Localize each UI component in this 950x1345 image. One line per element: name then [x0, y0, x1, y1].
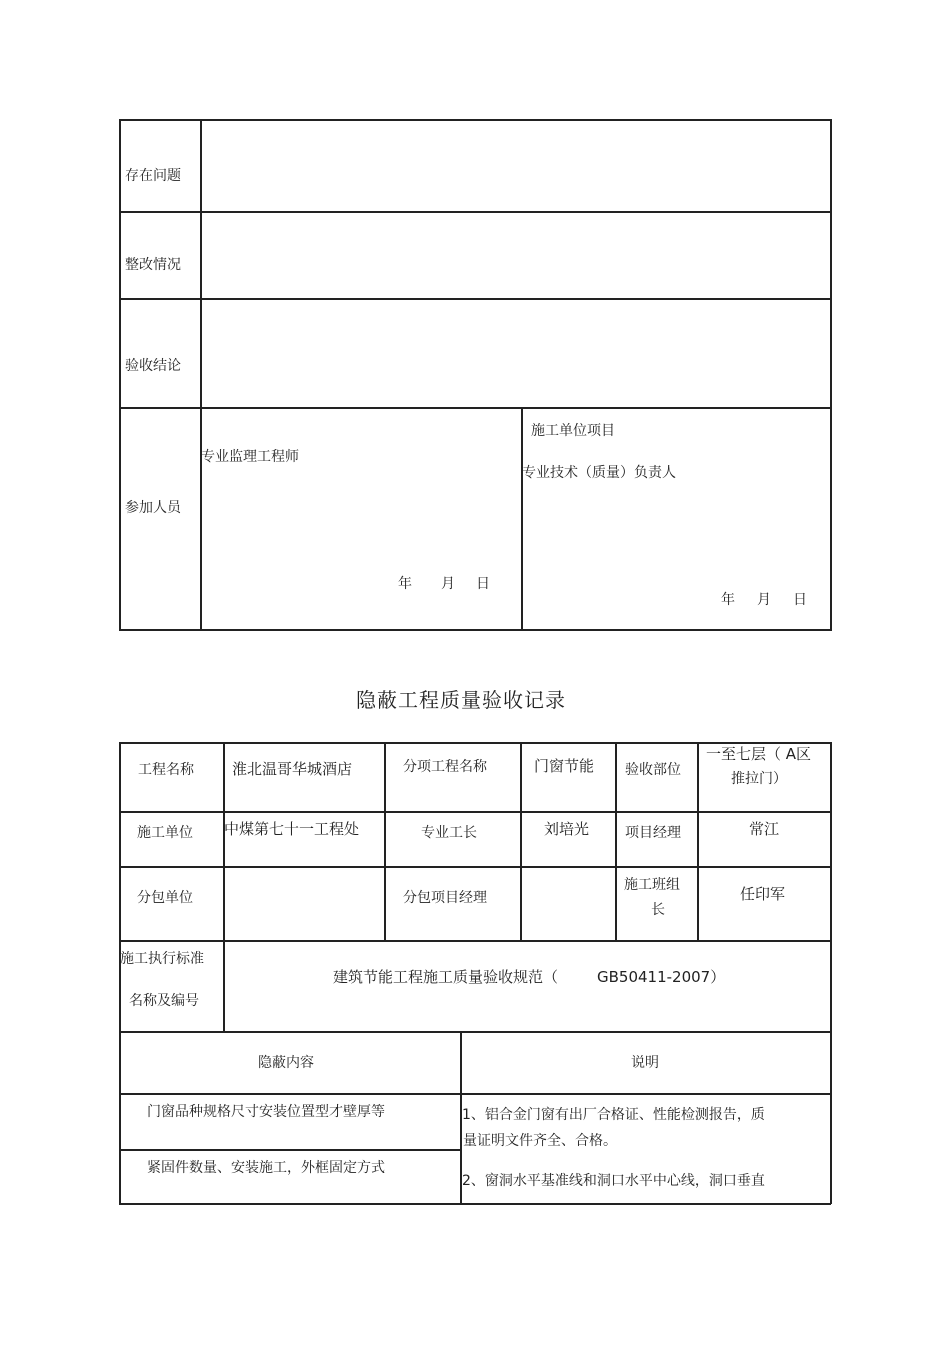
foreman-label: 专业工长: [421, 825, 477, 841]
subcontractor-label: 分包单位: [137, 890, 193, 906]
record-col-divider: [520, 742, 522, 941]
record-content-divider: [119, 1149, 461, 1151]
conclusion-label: 验收结论: [125, 358, 181, 374]
supervisor-date-day: 日: [476, 576, 490, 592]
standard-code: GB50411-2007）: [597, 968, 726, 986]
record-row-divider: [119, 1031, 831, 1033]
supervisor-date-month: 月: [441, 576, 455, 592]
contractor-label-line1: 施工单位项目: [531, 423, 615, 439]
record-row-divider: [119, 940, 831, 942]
contractor-date-day: 日: [793, 592, 807, 608]
record-col-divider: [615, 742, 617, 941]
participants-label: 参加人员: [125, 500, 181, 516]
foreman-value: 刘培光: [544, 820, 590, 838]
record-row-divider: [119, 866, 831, 868]
supervisor-date-year: 年: [398, 576, 412, 592]
record-border-left: [119, 742, 121, 1204]
location-label: 验收部位: [625, 762, 681, 778]
description-line: 1、铝合金门窗有出厂合格证、性能检测报告，质: [462, 1107, 765, 1123]
sub-project-value: 门窗节能: [534, 757, 595, 775]
issues-label: 存在问题: [125, 168, 181, 184]
content-item: 紧固件数量、安装施工，外框固定方式: [147, 1160, 385, 1176]
upper-col-divider: [521, 407, 523, 631]
pm-label: 项目经理: [625, 825, 681, 841]
supervisor-label: 专业监理工程师: [201, 449, 299, 465]
upper-border-right: [830, 119, 832, 631]
record-border-top: [119, 742, 831, 744]
project-name-label: 工程名称: [138, 762, 194, 778]
contractor-date-month: 月: [757, 592, 771, 608]
sub-pm-label: 分包项目经理: [403, 890, 487, 906]
pm-value: 常江: [749, 820, 780, 838]
project-name-value: 淮北温哥华城酒店: [232, 760, 353, 778]
standard-label-line1: 施工执行标准: [120, 951, 204, 967]
upper-border-bottom: [119, 629, 831, 631]
team-leader-label-line1: 施工班组: [624, 877, 680, 893]
contractor-value: 中煤第七十一工程处: [224, 820, 360, 838]
upper-row-divider: [119, 298, 831, 300]
team-leader-value: 任印军: [740, 885, 786, 903]
hidden-content-header: 隐蔽内容: [258, 1055, 314, 1071]
rectification-label: 整改情况: [125, 257, 181, 273]
record-col-divider: [223, 742, 225, 1032]
page-title: 隐蔽工程质量验收记录: [356, 688, 566, 712]
record-row-divider: [119, 811, 831, 813]
record-border-bottom: [119, 1203, 831, 1205]
record-row-divider: [119, 1093, 831, 1095]
content-item: 门窗品种规格尺寸安装位置型才壁厚等: [147, 1104, 385, 1120]
contractor-label-line2: 专业技术（质量）负责人: [522, 465, 676, 481]
sub-project-label: 分项工程名称: [403, 759, 487, 775]
team-leader-label-line2: 长: [651, 902, 665, 918]
description-line: 量证明文件齐全、合格。: [463, 1133, 617, 1149]
description-line: 2、窗洞水平基准线和洞口水平中心线，洞口垂直: [462, 1173, 765, 1189]
description-header: 说明: [631, 1055, 659, 1071]
location-value-line1: 一至七层（ A区: [706, 745, 812, 763]
contractor-date-year: 年: [721, 592, 735, 608]
standard-value: 建筑节能工程施工质量验收规范（: [333, 968, 559, 986]
standard-label-line2: 名称及编号: [129, 993, 199, 1009]
upper-row-divider: [119, 211, 831, 213]
record-col-divider: [384, 742, 386, 941]
location-value-line2: 推拉门）: [731, 771, 787, 787]
upper-border-top: [119, 119, 831, 121]
upper-border-left: [119, 119, 121, 631]
record-col-divider: [697, 742, 699, 941]
upper-col-divider: [200, 119, 202, 631]
upper-row-divider: [119, 407, 831, 409]
record-border-right: [830, 742, 832, 1204]
contractor-label: 施工单位: [137, 825, 193, 841]
